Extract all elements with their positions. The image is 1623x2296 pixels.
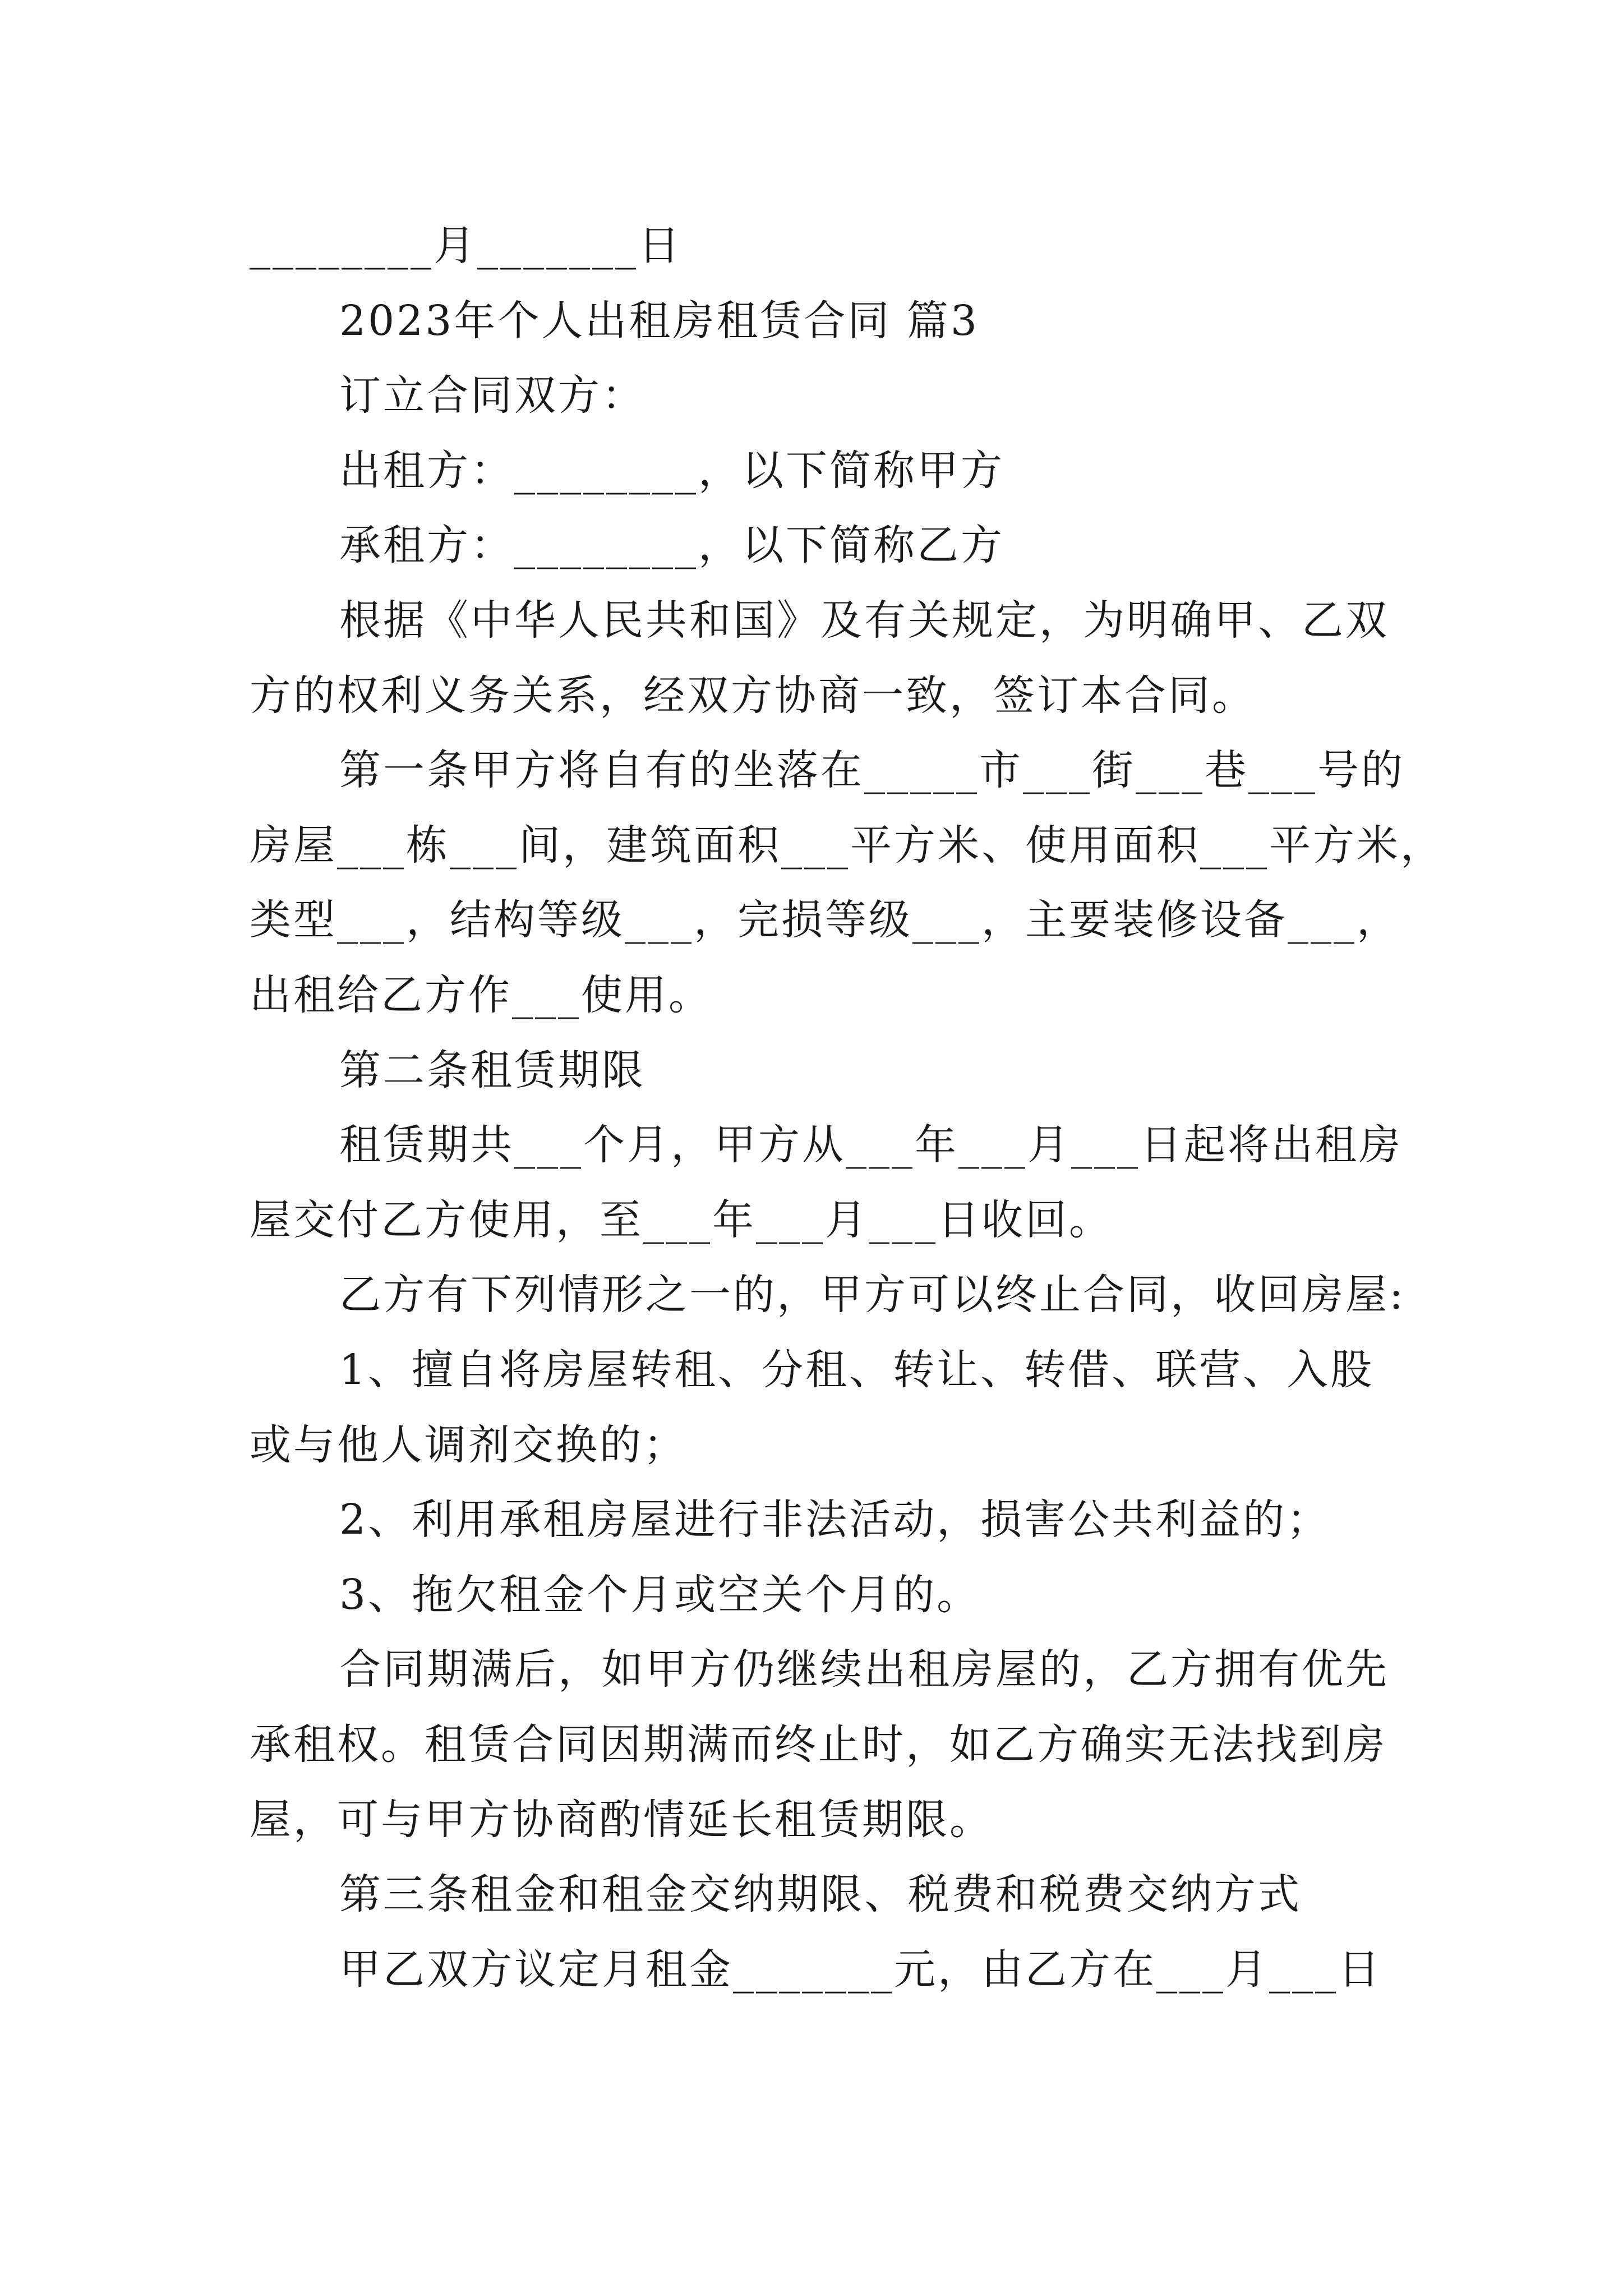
paragraph-line: 根据《中华人民共和国》及有关规定，为明确甲、乙双: [339, 596, 1389, 645]
section-title: 2023年个人出租房租赁合同 篇3: [339, 297, 979, 345]
paragraph-line: 类型___，结构等级___，完损等级___，主要装修设备___，: [250, 896, 1400, 944]
paragraph-line: 屋，可与甲方协商酌情延长租赁期限。: [250, 1796, 993, 1844]
paragraph-line: 承租权。租赁合同因期满而终止时，如乙方确实无法找到房: [250, 1720, 1387, 1769]
paragraph-line: 出租给乙方作___使用。: [250, 971, 712, 1019]
article-2-heading: 第二条租赁期限: [339, 1046, 645, 1094]
paragraph-line: 方的权利义务关系，经双方协商一致，签订本合同。: [250, 671, 1256, 720]
parties-heading: 订立合同双方：: [339, 371, 645, 420]
article-3-heading: 第三条租金和租金交纳期限、税费和税费交纳方式: [339, 1870, 1302, 1918]
paragraph-line: 合同期满后，如甲方仍继续出租房屋的，乙方拥有优先: [339, 1645, 1389, 1694]
paragraph-line: 屋交付乙方使用，至___年___月___日收回。: [250, 1196, 1113, 1244]
lessee-line: 承租方：________，以下简称乙方: [339, 521, 1004, 569]
paragraph-line: 甲乙双方议定月租金_______元，由乙方在___月___日: [339, 1945, 1382, 1994]
paragraph-line: 房屋___栋___间，建筑面积___平方米、使用面积___平方米，: [250, 821, 1444, 869]
paragraph-line: 乙方有下列情形之一的，甲方可以终止合同，收回房屋:: [339, 1271, 1405, 1319]
date-line: ________月_______日: [250, 222, 682, 270]
list-item: 1、擅自将房屋转租、分租、转让、转借、联营、入股: [339, 1346, 1375, 1394]
article-1-line: 第一条甲方将自有的坐落在_____市___街___巷___号的: [339, 746, 1405, 794]
list-item: 2、利用承租房屋进行非法活动，损害公共利益的；: [339, 1496, 1331, 1544]
lessor-line: 出租方：________，以下简称甲方: [339, 447, 1004, 495]
list-item-continued: 或与他人调剂交换的；: [250, 1421, 687, 1469]
list-item: 3、拖欠租金个月或空关个月的。: [339, 1571, 981, 1619]
paragraph-line: 租赁期共___个月，甲方从___年___月___日起将出租房: [339, 1121, 1403, 1169]
